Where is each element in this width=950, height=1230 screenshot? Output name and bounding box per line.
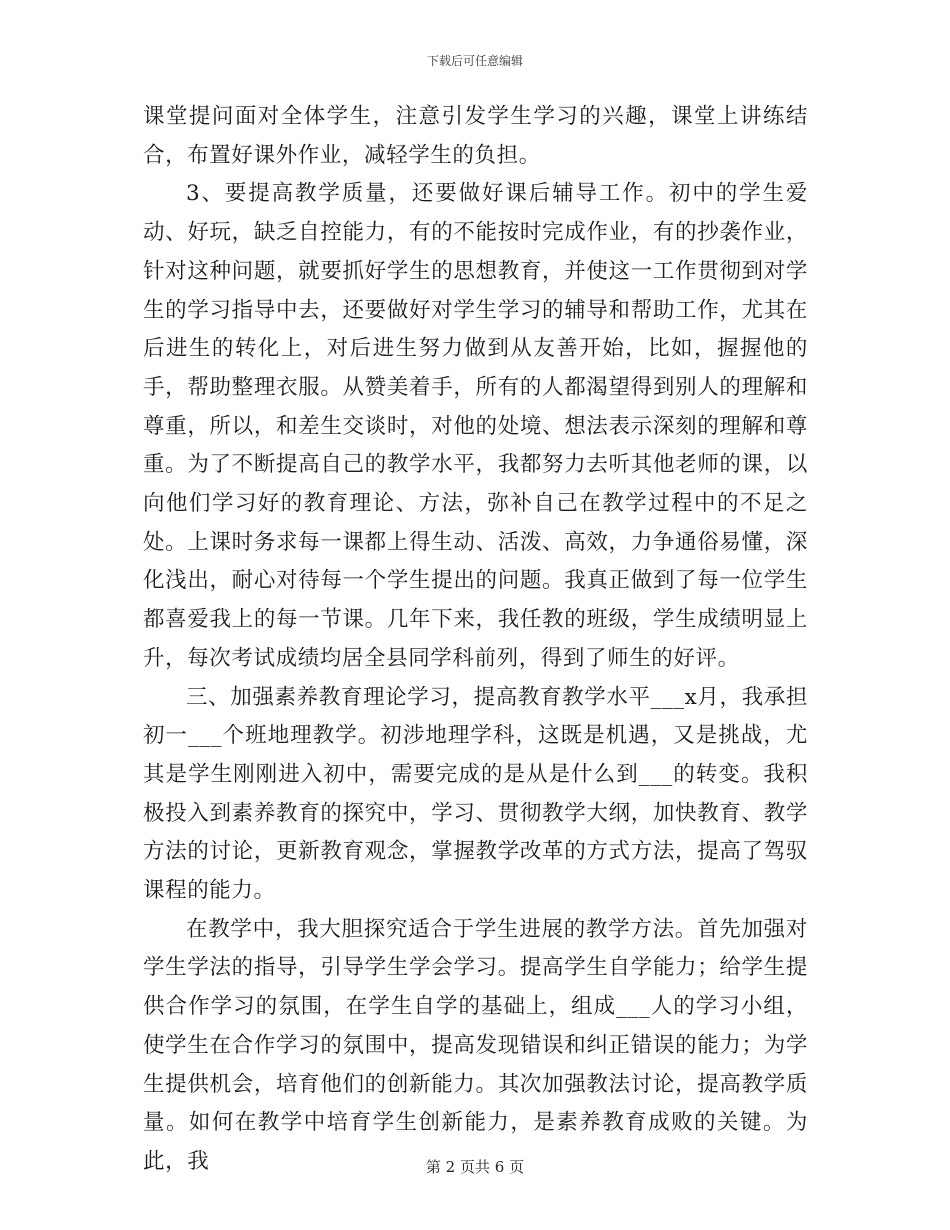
page-number-footer: 第 2 页共 6 页 [425, 1158, 525, 1176]
paragraph-continuation: 课堂提问面对全体学生，注意引发学生学习的兴趣，课堂上讲练结合，布置好课外作业，减轻学生的负担。 [143, 104, 808, 168]
paragraph-section-three: 三、加强素养教育理论学习，提高教育教学水平___x月，我承担初一___个班地理教学。初涉地理学科，这既是机遇，又是挑战，尤其是学生刚刚进入初中，需要完成的是从是什么到___的转变。我积极投入到素养教育的探究中，学习、贯彻教学大纲，加快教育、教学方法的讨论，更新教育观念，掌握教学改革的方式方法，提高了驾驭课程的能力。 [143, 684, 808, 904]
page-header-note: 下载后可任意编辑 [426, 54, 523, 68]
paragraph-after-class-tutoring: 3、要提高教学质量，还要做好课后辅导工作。初中的学生爱动、好玩，缺乏自控能力，有的不能按时完成作业，有的抄袭作业，针对这种问题，就要抓好学生的思想教育，并使这一工作贯彻到对学生的学习指导中去，还要做好对学生学习的辅导和帮助工作，尤其在后进生的转化上，对后进生努力做到从友善开始，比如，握握他的手，帮助整理衣服。从赞美着手，所有的人都渴望得到别人的理解和尊重，所以，和差生交谈时，对他的处境、想法表示深刻的理解和尊重。为了不断提高自己的教学水平，我都努力去听其他老师的课，以向他们学习好的教育理论、方法，弥补自己在教学过程中的不足之处。上课时务求每一课都上得生动、活泼、高效，力争通俗易懂，深化浅出，耐心对待每一个学生提出的问题。我真正做到了每一位学生都喜爱我上的每一节课。几年下来，我任教的班级，学生成绩明显上升，每次考试成绩均居全县同学科前列，得到了师生的好评。 [143, 181, 808, 671]
document-body [143, 98, 808, 1182]
paragraph-teaching-methods: 在教学中，我大胆探究适合于学生进展的教学方法。首先加强对学生学法的指导，引导学生学会学习。提高学生自学能力；给学生提供合作学习的氛围，在学生自学的基础上，组成___人的学习小组，使学生在合作学习的氛围中，提高发现错误和纠正错误的能力；为学生提供机会，培育他们的创新能力。其次加强教法讨论，提高教学质量。如何在教学中培育学生创新能力，是素养教育成败的关键。为此，我 [143, 916, 808, 1174]
